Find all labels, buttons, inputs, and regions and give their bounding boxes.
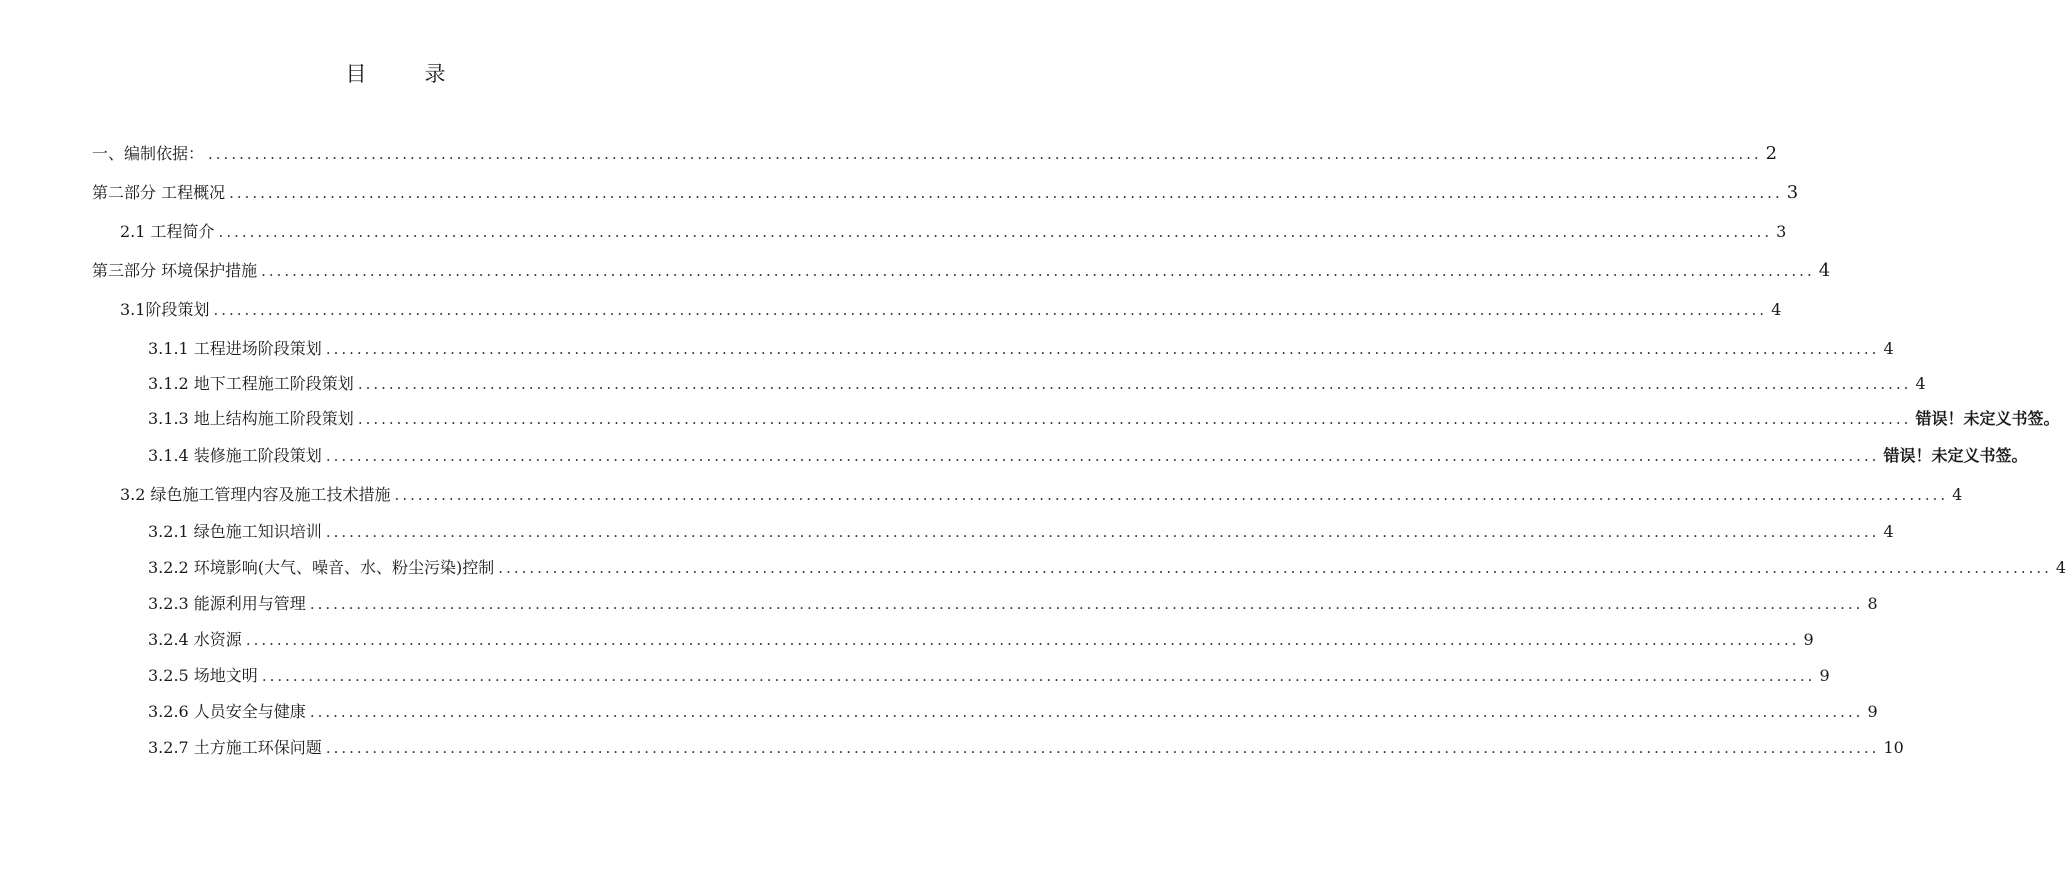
toc-entry[interactable] (0, 550, 2066, 578)
toc-entry[interactable] (0, 658, 1830, 686)
toc-entry-label: 第三部分 环境保护措施 (92, 261, 258, 280)
page-title (0, 58, 791, 88)
toc-entry[interactable] (0, 366, 1926, 394)
toc-entry-page: 3 (1786, 182, 1799, 203)
toc-leader-dots: ........................................................................................................................................................................................................ (213, 301, 1768, 319)
toc-entry-label: 3.2.6 人员安全与健康 (148, 702, 306, 721)
toc-entry-page: 9 (1867, 702, 1878, 721)
toc-entry-label: 3.2 绿色施工管理内容及施工技术措施 (120, 485, 391, 504)
toc-entry[interactable] (0, 477, 1963, 505)
toc-entry-page: 4 (1818, 260, 1831, 281)
toc-leader-dots: ........................................................................................................................................................................................................ (498, 559, 2052, 577)
toc-entry[interactable] (0, 730, 1904, 758)
toc-entry[interactable] (0, 253, 1831, 281)
toc-leader-dots: ........................................................................................................................................................................................................ (261, 667, 1816, 685)
toc-entry-label: 3.2.2 环境影响(大气、噪音、水、粉尘污染)控制 (148, 558, 495, 577)
toc-leader-dots: ........................................................................................................................................................................................................ (218, 223, 1773, 241)
toc-entry-page-error: 错误！未定义书签。 (1915, 409, 2060, 428)
toc-entry[interactable] (0, 175, 1799, 203)
toc-entry-label: 3.2.5 场地文明 (148, 666, 258, 685)
toc-leader-dots: ........................................................................................................................................................................................................ (325, 340, 1880, 358)
toc-entry-label: 3.1阶段策划 (120, 300, 210, 319)
toc-leader-dots: ........................................................................................................................................................................................................ (208, 145, 1762, 163)
toc-leader-dots: ........................................................................................................................................................................................................ (325, 447, 1880, 465)
toc-entry-label: 3.1.1 工程进场阶段策划 (148, 339, 322, 358)
toc-leader-dots: ........................................................................................................................................................................................................ (357, 410, 1912, 428)
title-char-2: 录 (424, 62, 446, 86)
toc-entry-page: 4 (1883, 339, 1894, 358)
toc-entry-label: 一、编制依据： (92, 144, 205, 163)
toc-entry-label: 3.2.4 水资源 (148, 630, 242, 649)
toc-entry-label: 第二部分 工程概况 (92, 183, 226, 202)
toc-entry-page-error: 错误！未定义书签。 (1883, 446, 2028, 465)
toc-leader-dots: ........................................................................................................................................................................................................ (394, 486, 1949, 504)
toc-entry[interactable] (0, 586, 1878, 614)
toc-entry-label: 3.2.3 能源利用与管理 (148, 594, 306, 613)
toc-leader-dots: ........................................................................................................................................................................................................ (309, 703, 1864, 721)
toc-entry[interactable] (0, 331, 1894, 359)
toc-entry-page: 4 (2055, 558, 2066, 577)
toc-entry[interactable] (0, 622, 1814, 650)
toc-leader-dots: ........................................................................................................................................................................................................ (325, 523, 1880, 541)
toc-entry-page: 4 (1883, 522, 1894, 541)
toc-entry-page: 2 (1765, 143, 1778, 164)
toc-entry-label: 3.2.7 土方施工环保问题 (148, 738, 322, 757)
toc-entry-page: 4 (1771, 300, 1782, 319)
toc-entry-label: 3.1.3 地上结构施工阶段策划 (148, 409, 354, 428)
title-char-1: 目 (345, 62, 367, 86)
toc-entry-page: 3 (1776, 222, 1787, 241)
toc-entry-page: 8 (1867, 594, 1878, 613)
toc-leader-dots: ........................................................................................................................................................................................................ (245, 631, 1800, 649)
toc-entry-page: 4 (1915, 374, 1926, 393)
toc-leader-dots: ........................................................................................................................................................................................................ (309, 595, 1864, 613)
toc-entry[interactable] (0, 694, 1878, 722)
toc-entry-label: 3.2.1 绿色施工知识培训 (148, 522, 322, 541)
toc-leader-dots: ........................................................................................................................................................................................................ (229, 184, 1783, 202)
toc-leader-dots: ........................................................................................................................................................................................................ (357, 375, 1912, 393)
toc-entry[interactable] (0, 401, 2060, 429)
toc-entry-page: 4 (1952, 485, 1963, 504)
toc-entry-label: 2.1 工程简介 (120, 222, 215, 241)
toc-entry-label: 3.1.4 装修施工阶段策划 (148, 446, 322, 465)
toc-entry[interactable] (0, 136, 1778, 164)
toc-entry[interactable] (0, 214, 1787, 242)
toc-entry-page: 9 (1819, 666, 1830, 685)
toc-entry[interactable] (0, 292, 1782, 320)
toc-entry[interactable] (0, 514, 1894, 542)
toc-entry-page: 10 (1883, 738, 1904, 757)
toc-entry-page: 9 (1803, 630, 1814, 649)
toc-leader-dots: ........................................................................................................................................................................................................ (325, 739, 1880, 757)
toc-entry[interactable] (0, 438, 2028, 466)
toc-entry-label: 3.1.2 地下工程施工阶段策划 (148, 374, 354, 393)
toc-leader-dots: ........................................................................................................................................................................................................ (261, 262, 1815, 280)
